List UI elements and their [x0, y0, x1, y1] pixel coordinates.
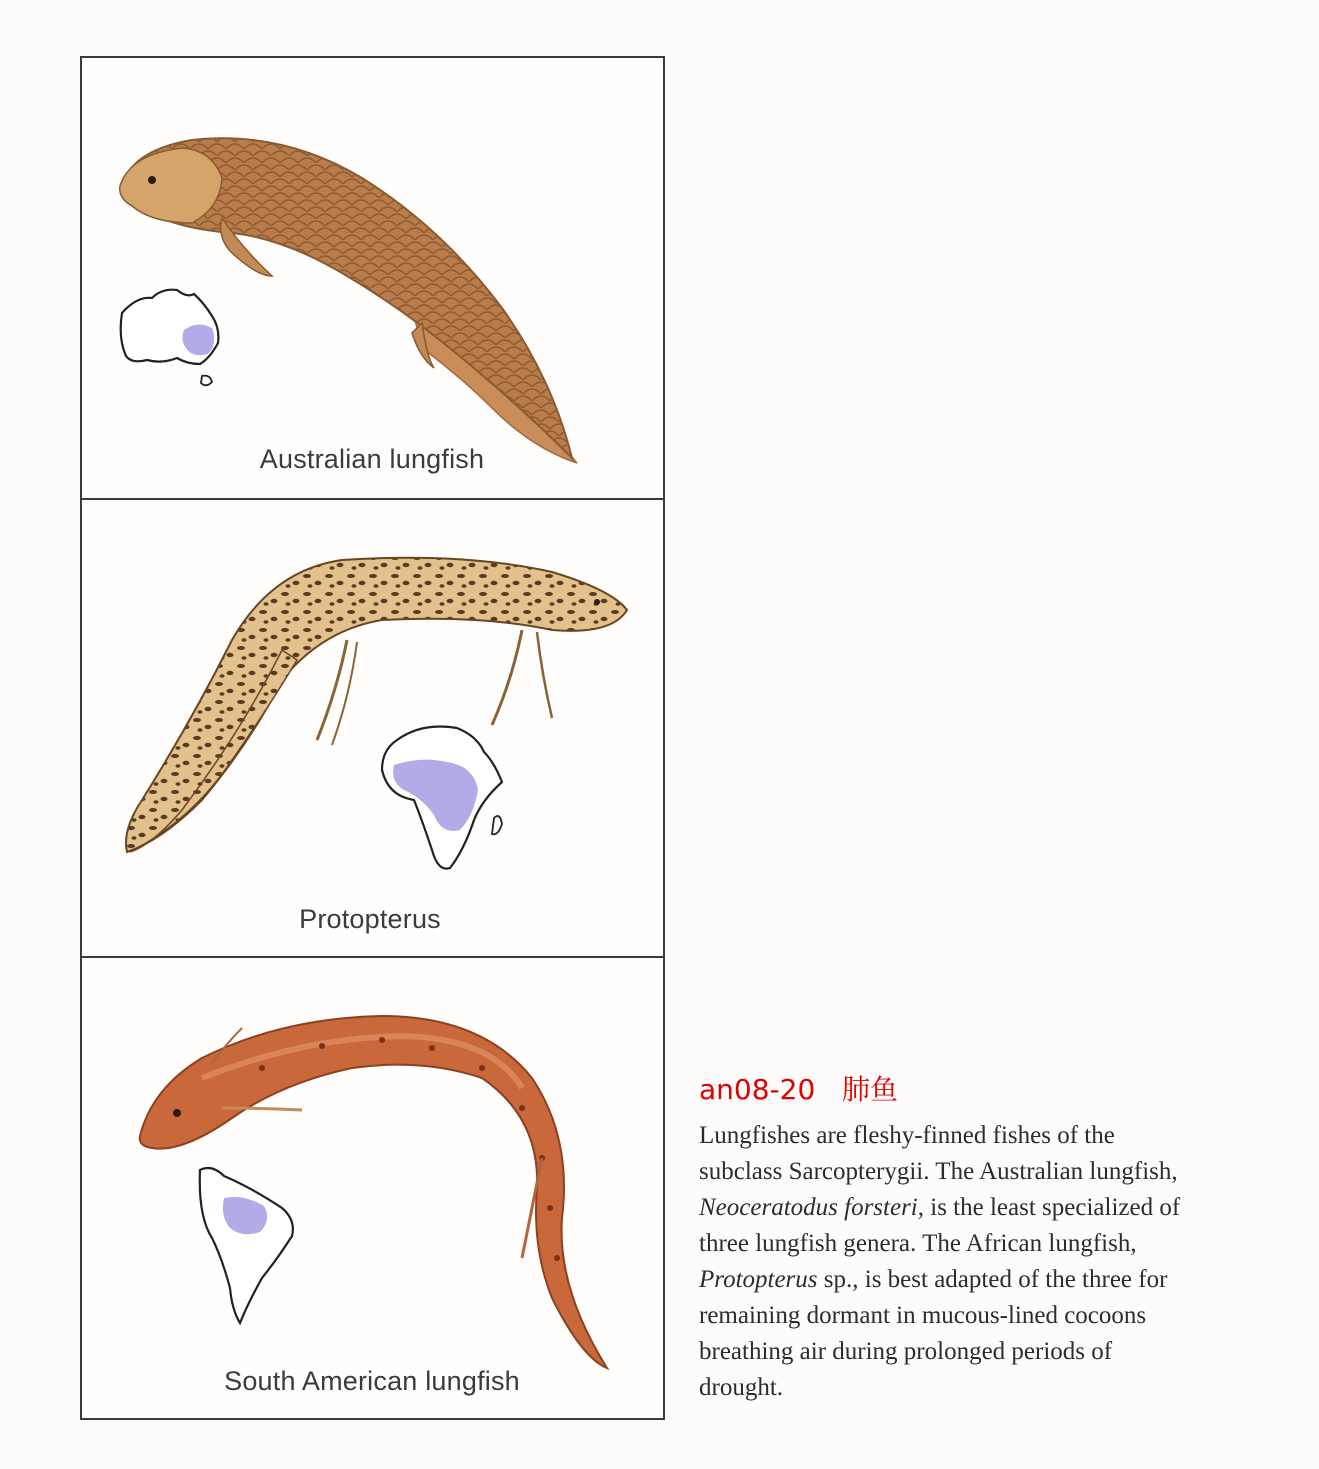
genus-name-italic: Protopterus [699, 1266, 818, 1293]
figure-description [699, 1118, 1299, 1406]
panel-south-american-lungfish [80, 956, 665, 1420]
filament-fin [317, 640, 347, 740]
line-text: three lungfish genera. The African lungfish, [699, 1230, 1137, 1257]
panel-protopterus [80, 498, 665, 958]
fish-head [120, 148, 222, 223]
filament-fin [537, 632, 552, 718]
description-line [699, 1190, 1299, 1226]
south-america-map [200, 1168, 293, 1323]
description-line [699, 1154, 1299, 1190]
description-line [699, 1118, 1299, 1154]
protopterus-illustration [82, 500, 664, 956]
panel-australian-lungfish [80, 56, 665, 500]
line-text: sp., is best adapted of the three for [817, 1266, 1168, 1293]
fish-body [126, 558, 627, 852]
madagascar [492, 816, 502, 834]
line-text: is the least specialized of [924, 1194, 1181, 1221]
species-name-italic: Neoceratodus forsteri, [699, 1194, 924, 1221]
panel-caption: Protopterus [299, 904, 441, 934]
description-line [699, 1334, 1299, 1370]
line-text: breathing air during prolonged periods of [699, 1338, 1113, 1365]
panel-caption: Australian lungfish [259, 444, 485, 474]
south-american-lungfish-illustration [82, 958, 664, 1418]
line-text: drought. [699, 1374, 784, 1401]
line-text: Lungfishes are fleshy-finned fishes of the [699, 1122, 1115, 1149]
description-line [699, 1298, 1299, 1334]
tasmania [201, 376, 212, 386]
figure-id-title: an08-20 肺鱼 [699, 1073, 898, 1106]
description-line [699, 1226, 1299, 1262]
panel-caption: South American lungfish [224, 1366, 520, 1396]
description-line [699, 1370, 1299, 1406]
line-text: remaining dormant in mucous-lined cocoons [699, 1302, 1147, 1329]
filament-fin [492, 630, 522, 725]
line-text: subclass Sarcopterygii. The Australian lungfish, [699, 1158, 1178, 1185]
australian-lungfish-illustration [82, 58, 664, 498]
description-line [699, 1262, 1299, 1298]
